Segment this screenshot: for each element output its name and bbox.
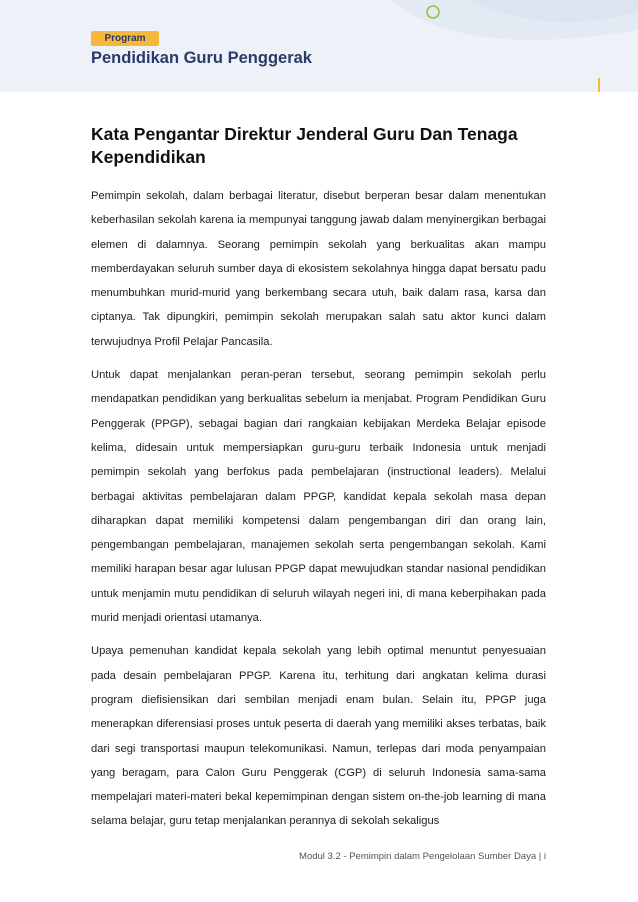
program-title: Pendidikan Guru Penggerak bbox=[91, 49, 312, 67]
header-decoration bbox=[0, 0, 638, 92]
program-badge: Program bbox=[91, 31, 159, 46]
paragraph: Untuk dapat menjalankan peran-peran tersebut, seorang pemimpin sekolah perlu mendapatkan pendidikan yang berkualitas sebelum ia menjabat. Program Pendidikan Guru Penggerak (PPGP), sebagai bagian dari rangkaian kebijakan Merdeka Belajar episode kelima, didesain untuk mempersiapkan guru-guru terbaik Indonesia untuk menjadi pemimpin sekolah yang berfokus pada pembelajaran (instructional leaders). Melalui berbagai aktivitas pembelajaran dalam PPGP, kandidat kepala sekolah masa depan diharapkan dapat memiliki kompetensi dalam pengembangan diri dan orang lain, pengembangan pembelajaran, manajemen sekolah serta pengembangan sekolah. Kami memiliki harapan besar agar lulusan PPGP dapat mewujudkan standar nasional pendidikan untuk menjamin mutu pendidikan di seluruh wilayah negeri ini, di mana keberpihakan pada murid menjadi orientasi utamanya. bbox=[91, 369, 546, 625]
page-footer: Modul 3.2 - Pemimpin dalam Pengelolaan Sumber Daya | i bbox=[299, 851, 546, 862]
paragraph: Pemimpin sekolah, dalam berbagai literatur, disebut berperan besar dalam menentukan keberhasilan sekolah karena ia mempunyai tanggung jawab dalam menyinergikan berbagai elemen di dalamnya. Seorang pemimpin sekolah yang berkualitas akan mampu memberdayakan seluruh sumber daya di ekosistem sekolahnya hingga dapat bersatu padu menumbuhkan murid-murid yang berkembang secara utuh, baik dalam rasa, karsa dan ciptanya. Tak dipungkiri, pemimpin sekolah merupakan salah satu aktor kunci dalam terwujudnya Profil Pelajar Pancasila. bbox=[91, 190, 546, 348]
document-title: Kata Pengantar Direktur Jenderal Guru Dan Tenaga Kependidikan bbox=[91, 124, 518, 167]
header-band bbox=[0, 0, 638, 92]
paragraph: Upaya pemenuhan kandidat kepala sekolah yang lebih optimal menuntut penyesuaian pada desain pembelajaran PPGP. Karena itu, terhitung dari angkatan kelima durasi program diefisiensikan dari sembilan menjadi enam bulan. Selain itu, PPGP juga menerapkan diferensiasi proses untuk peserta di daerah yang memiliki akses terbatas, baik dari segi transportasi maupun telekomunikasi. Namun, terlepas dari moda penyampaian yang beragam, para Calon Guru Penggerak (CGP) di seluruh Indonesia sama-sama mempelajari materi-materi bekal kepemimpinan dengan sistem on-the-job learning di mana selama belajar, guru tetap menjalankan perannya di sekolah sekaligus bbox=[91, 645, 546, 828]
document-body bbox=[91, 184, 546, 843]
